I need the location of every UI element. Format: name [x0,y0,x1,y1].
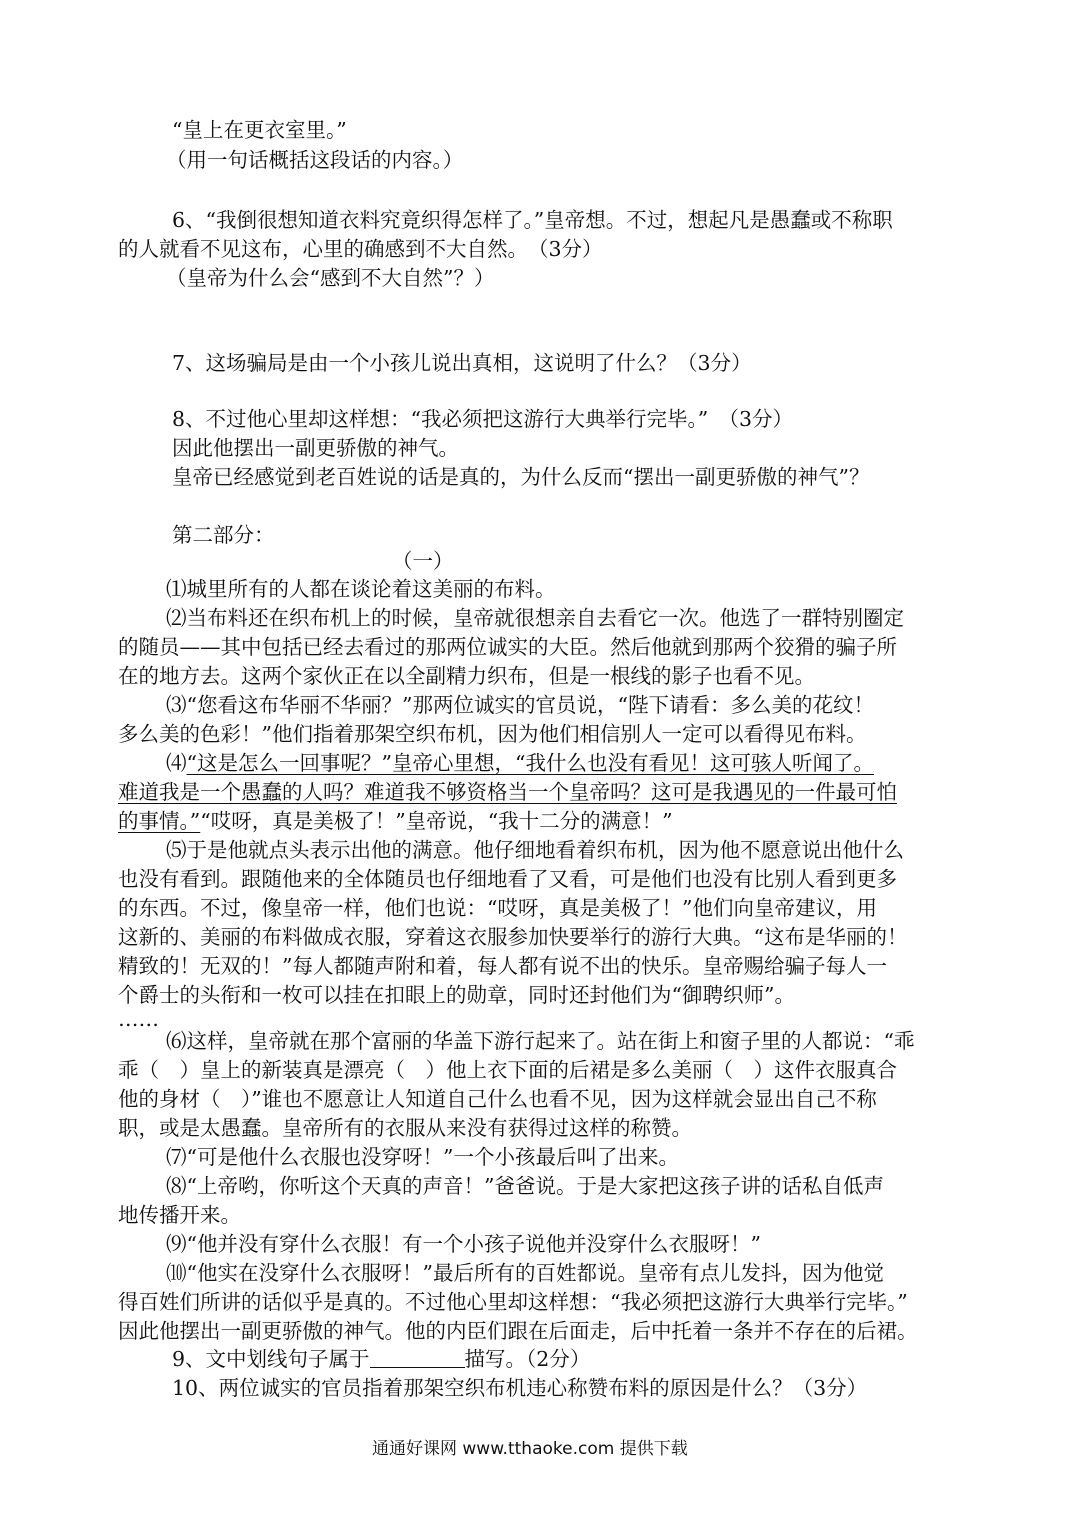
passage-p5-6: 个爵士的头衔和一枚可以挂在扣眼上的勋章，同时还封他们为“御聘织师”。 [118,983,795,1007]
passage-p5-2: 也没有看到。跟随他来的全体随员也仔细地看了又看，可是他们也没有比别人看到更多 [118,867,897,891]
passage-p4-2 [118,778,897,806]
passage-p5-3: 的东西。不过，像皇帝一样，他们也说：“哎呀，真是美极了！”他们向皇帝建议，用 [118,896,877,920]
passage-p8-1: ⑻“上帝哟，你听这个天真的声音！”爸爸说。于是大家把这孩子讲的话私自低声 [166,1174,884,1198]
passage-p3-2: 多么美的色彩！”他们指着那架空织布机，因为他们相信别人一定可以看得见布料。 [118,722,867,746]
passage-p2-3: 在的地方去。这两个家伙正在以全副精力织布，但是一根线的影子也看不见。 [118,664,815,688]
passage-p10-3: 因此他摆出一副更骄傲的神气。他的内臣们跟在后面走，后中托着一条并不存在的后裙。 [118,1319,918,1343]
underlined-sentence: 的事情。” [118,809,201,833]
passage-p5-1: ⑸于是他就点头表示出他的满意。他仔细地看着织布机，因为他不愿意说出他什么 [166,838,904,862]
passage-p7: ⑺“可是他什么衣服也没穿呀！”一个小孩最后叫了出来。 [166,1145,679,1169]
q8-line-3: 皇帝已经感觉到老百姓说的话是真的，为什么反而“摆出一副更骄傲的神气”？ [172,465,870,489]
passage-p5-4: 这新的、美丽的布料做成衣服，穿着这衣服参加快要举行的游行大典。“这布是华丽的！ [118,925,908,949]
passage-p4-3 [118,807,673,835]
q7-line-1: 7、这场骗局是由一个小孩儿说出真相，这说明了什么？（3分） [172,351,752,375]
passage-p10-2: 得百姓们所讲的话似乎是真的。不过他心里却这样想：“我必须把这游行大典举行完毕。” [118,1290,908,1314]
passage-p6-4: 职，或是太愚蠢。皇帝所有的衣服从来没有获得过这样的称赞。 [118,1116,692,1140]
passage-ellipsis: …… [118,1007,159,1031]
q8-line-2: 因此他摆出一副更骄傲的神气。 [172,436,459,460]
passage-p6-1: ⑹这样，皇帝就在那个富丽的华盖下游行起来了。站在街上和窗子里的人都说：“乖 [166,1029,915,1053]
part2-heading: 第二部分： [172,523,275,547]
passage-p4-1 [166,749,874,777]
passage-text: “哎呀，真是美极了！”皇帝说，“我十二分的满意！” [200,809,673,833]
underlined-sentence: 难道我是一个愚蠢的人吗？难道我不够资格当一个皇帝吗？这可是我遇见的一件最可怕 [118,780,897,804]
passage-p9: ⑼“他并没有穿什么衣服！有一个小孩子说他并没穿什么衣服呀！” [166,1232,761,1256]
underlined-sentence: “这是怎么一回事呢？”皇帝心里想，“我什么也没有看见！这可骇人听闻了。 [186,751,874,775]
q9-text-before: 9、文中划线句子属于 [172,1347,370,1371]
passage-p6-2: 乖（ ）皇上的新装真是漂亮（ ）他上衣下面的后裙是多么美丽（ ）这件衣服真合 [118,1058,897,1082]
q8-line-1: 8、不过他心里却这样想：“我必须把这游行大典举行完毕。” （3分） [172,407,794,431]
footer-text: 通通好课网 www.tthaoke.com 提供下载 [372,1439,688,1459]
passage-p10-1: ⑽“他实在没穿什么衣服呀！”最后所有的百姓都说。皇帝有点儿发抖，因为他觉 [166,1261,884,1285]
passage-p3-1: ⑶“您看这布华丽不华丽？”那两位诚实的官员说，“陛下请看：多么美的花纹！ [166,693,874,717]
q9-line [172,1345,590,1373]
paragraph-number: ⑷ [166,751,187,775]
q6-line-2: 的人就看不见这布，心里的确感到不大自然。 （3分） [118,237,603,261]
passage-p5-5: 精致的！无双的！”每人都随声附和着，每人都有说不出的快乐。皇帝赐给骗子每人一 [118,954,887,978]
instruction-line: （用一句话概括这段话的内容。） [166,148,464,172]
section-number: （一） [392,549,454,573]
q10-line-1: 10、两位诚实的官员指着那架空织布机违心称赞布料的原因是什么？（3分） [172,1376,868,1400]
passage-p2-2: 的随员——其中包括已经去看过的那两位诚实的大臣。然后他就到那两个狡猾的骗子所 [118,635,897,659]
passage-p2-1: ⑵当布料还在织布机上的时候，皇帝就很想亲自去看它一次。他选了一群特别圈定 [166,606,904,630]
answer-blank[interactable] [370,1347,465,1368]
passage-p1: ⑴城里所有的人都在谈论着这美丽的布料。 [166,577,556,601]
q6-line-3: （皇帝为什么会“感到不大自然”？） [166,266,495,290]
quote-line: “皇上在更衣室里。” [172,118,347,142]
passage-p6-3: 他的身材（ ）”谁也不愿意让人知道自己什么也看不见，因为这样就会显出自己不称 [118,1087,877,1111]
q6-line-1: 6、“我倒很想知道衣料究竟织得怎样了。”皇帝想。不过，想起凡是愚蠢或不称职 [172,208,893,232]
passage-p8-2: 地传播开来。 [118,1203,241,1227]
q9-text-after: 描写。（2分） [464,1347,591,1371]
